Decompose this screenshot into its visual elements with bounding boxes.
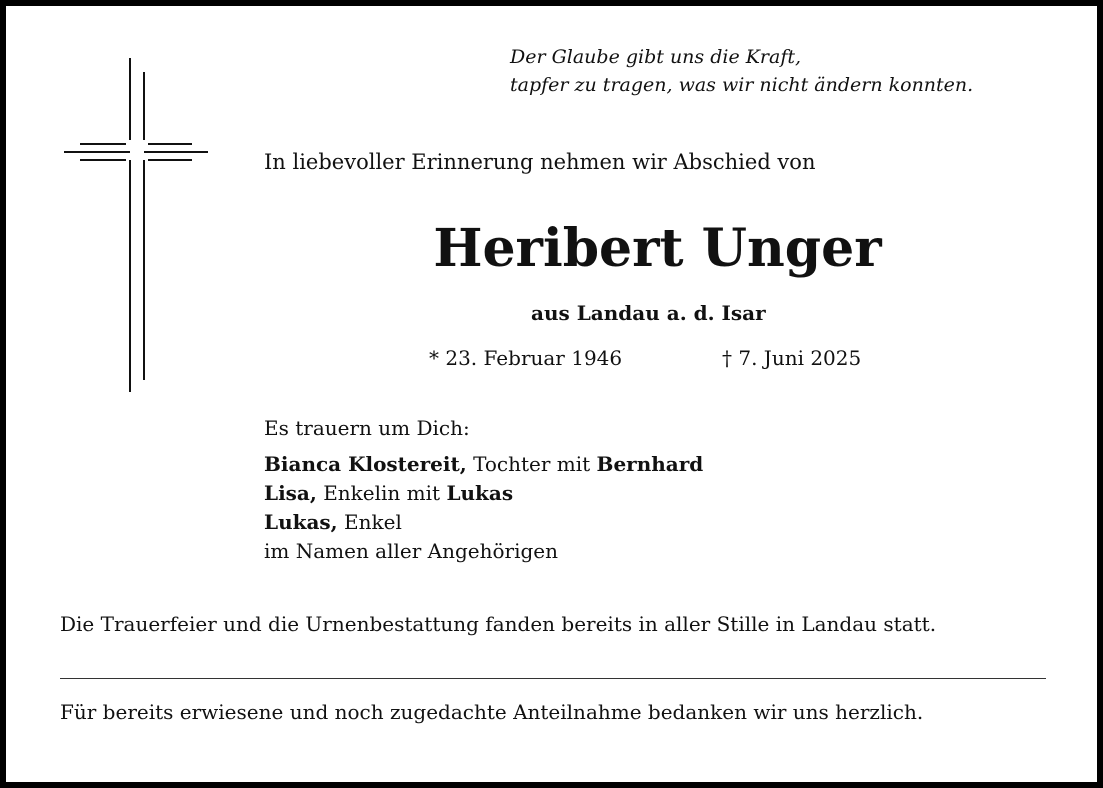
mourner-relation: Enkel [337, 510, 402, 534]
thanks-text: Für bereits erwiesene und noch zugedachte Anteilnahme bedanken wir uns herzlich. [60, 700, 924, 724]
death-date: † 7. Juni 2025 [722, 346, 862, 370]
mourner-entry [264, 508, 402, 537]
mourners-closing: im Namen aller Angehörigen [264, 539, 559, 563]
quote-line-1: Der Glaube gibt uns die Kraft, [510, 46, 802, 68]
mourner-relation: Tochter mit [466, 452, 597, 476]
deceased-origin: aus Landau a. d. Isar [531, 301, 766, 325]
mourner-entry [264, 479, 513, 508]
quote-line-2: tapfer zu tragen, was wir nicht ändern konnten. [510, 74, 974, 96]
birth-date: * 23. Februar 1946 [429, 346, 623, 370]
deceased-name: Heribert Unger [433, 218, 882, 279]
divider [60, 678, 1046, 679]
ceremony-notice: Die Trauerfeier und die Urnenbestattung fanden bereits in aller Stille in Landau statt. [60, 612, 937, 636]
mourner-partner: Bernhard [596, 452, 704, 476]
mourner-entry [264, 450, 703, 479]
mourner-name: Lukas, [264, 510, 338, 534]
mourner-partner: Lukas [446, 481, 514, 505]
mourners-heading: Es trauern um Dich: [264, 416, 470, 440]
mourner-name: Lisa, [264, 481, 317, 505]
mourner-name: Bianca Klostereit, [264, 452, 467, 476]
intro-text: In liebevoller Erinnerung nehmen wir Abschied von [264, 150, 816, 174]
mourner-relation: Enkelin mit [316, 481, 447, 505]
